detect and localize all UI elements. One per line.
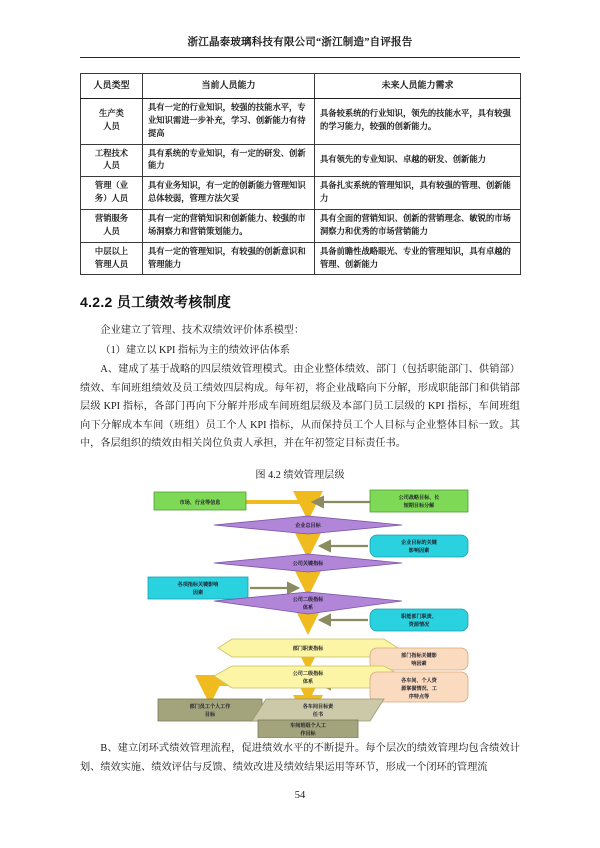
paragraph-intro: 企业建立了管理、技术双绩效评价体系模型： — [100, 325, 305, 336]
paragraph-a: A、建成了基于战略的四层绩效管理模式。由企业整体绩效、部门（包括职能部门、供销部）绩效、车间班组绩效及员工绩效四层构成。每年初，将企业战略向下分解，形成职能部门和供销部层级 KPI 指标，各部门再向下分解并形成车间班组层级及本部门员工层级的 KPI 指标，车间班组向下分解成本车间（班组）员工个人 KPI 指标，从而保持员工个人目标与企业整体目标一致。其中，各层组织的绩效由相关岗位负责人承担，并在年初签定目标责任书。 — [80, 364, 520, 450]
svg-text:车间班组个人工: 车间班组个人工 — [290, 723, 326, 729]
svg-text:短期目标分解: 短期目标分解 — [403, 503, 435, 509]
section-body-continued — [80, 740, 520, 778]
section-body — [80, 322, 520, 455]
svg-text:影响因素: 影响因素 — [408, 548, 430, 554]
flow-node-corp-kpi — [214, 554, 402, 572]
svg-text:作目标: 作目标 — [300, 731, 316, 737]
header-rule — [80, 57, 520, 58]
table-row — [81, 242, 521, 275]
figure-caption: 图 4.2 绩效管理层级 — [255, 470, 345, 481]
flow-node-label: 部门职责指标 — [292, 646, 324, 652]
cell-type: 营销服务 人员 — [81, 209, 143, 242]
cell-current: 具有一定的行业知识，较强的技能水平，专业知识需进一步补充，学习、创新能力有待提高 — [143, 98, 315, 144]
table-row — [81, 177, 521, 210]
svg-text:公司二级指标: 公司二级指标 — [292, 671, 324, 677]
cell-future: 具有领先的专业知识、卓越的研发、创新能力 — [315, 144, 521, 177]
cell-future: 具备前瞻性战略眼光、专业的管理知识，具有卓越的管理、创新能力 — [315, 242, 521, 275]
column-header-future: 未来人员能力需求 — [315, 74, 521, 99]
table-body — [81, 98, 521, 274]
svg-text:各车间目标责: 各车间目标责 — [302, 704, 334, 710]
page-header — [0, 34, 600, 49]
svg-text:目标: 目标 — [204, 712, 216, 718]
svg-text:源掌握情况、工: 源掌握情况、工 — [401, 686, 437, 692]
personnel-capability-table — [80, 73, 521, 275]
svg-text:职能部门职责、: 职能部门职责、 — [401, 614, 437, 620]
flow-node-market — [154, 492, 246, 510]
cell-current: 具有一定的管理知识，有较强的创新意识和管理能力 — [143, 242, 315, 275]
svg-text:体系: 体系 — [302, 679, 314, 685]
flow-node-corp-goal — [214, 516, 402, 534]
svg-text:序特点等: 序特点等 — [408, 694, 430, 700]
performance-hierarchy-flowchart — [140, 488, 476, 736]
cell-future: 具备较系统的行业知识，领先的技能水平，具有较强的学习能力，较强的创新能力。 — [315, 98, 521, 144]
svg-text:公司二级指标: 公司二级指标 — [292, 597, 324, 603]
svg-text:资源情况: 资源情况 — [408, 622, 430, 628]
cell-current: 具有业务知识，有一定的创新能力管理知识总体较弱，管理方法欠妥 — [143, 177, 315, 210]
svg-text:公司战略目标、长: 公司战略目标、长 — [398, 495, 440, 501]
table-row — [81, 144, 521, 177]
personnel-capability-table-wrapper — [80, 73, 520, 275]
table-header-row — [81, 74, 521, 99]
svg-text:响因素: 响因素 — [411, 661, 427, 667]
section-heading: 4.2.2 员工绩效考核制度 — [80, 294, 232, 310]
cell-type: 工程技术 人员 — [81, 144, 143, 177]
paragraph-item-1: （1）建立以 KPI 指标为主的绩效评估体系 — [100, 344, 290, 356]
cell-type: 中层以上 管理人员 — [81, 242, 143, 275]
flow-node-index-factors — [148, 577, 248, 599]
cell-type: 生产类 人员 — [81, 98, 143, 144]
flow-node-employee-goal — [158, 699, 262, 721]
svg-text:各项指标关键影响: 各项指标关键影响 — [177, 582, 219, 588]
svg-text:各车间、个人资: 各车间、个人资 — [401, 678, 437, 684]
column-header-type: 人员类型 — [81, 74, 143, 99]
flow-node-key-factors — [370, 535, 468, 557]
cell-future: 具备扎实系统的管理知识，具有较强的管理、创新能力 — [315, 177, 521, 210]
cell-current: 具有一定的营销知识和创新能力、较强的市场洞察力和营销策划能力。 — [143, 209, 315, 242]
svg-text:体系: 体系 — [302, 605, 314, 611]
flow-node-label: 市场、行业等信息 — [179, 500, 221, 506]
cell-current: 具有系统的专业知识，有一定的研发、创新能力 — [143, 144, 315, 177]
cell-future: 具有全面的营销知识、创新的营销理念、敏锐的市场洞察力和优秀的市场营销能力 — [315, 209, 521, 242]
column-header-current: 当前人员能力 — [143, 74, 315, 99]
table-row — [81, 209, 521, 242]
flow-node-label: 企业总目标 — [295, 523, 321, 529]
svg-text:部门员工个人工作: 部门员工个人工作 — [189, 704, 231, 710]
page-number: 54 — [294, 790, 306, 801]
cell-type: 管理（业 务）人员 — [81, 177, 143, 210]
svg-text:因素: 因素 — [192, 590, 204, 596]
svg-text:部门指标关键影: 部门指标关键影 — [401, 653, 437, 659]
svg-text:企业目标的关键: 企业目标的关键 — [401, 540, 437, 546]
table-row — [81, 98, 521, 144]
flow-node-workshop-employee-goal — [258, 720, 358, 738]
flow-node-strategy — [370, 490, 468, 512]
flow-node-workshop-resources — [370, 672, 468, 702]
flow-node-label: 公司关键指标 — [292, 561, 324, 567]
header-title: 浙江晶泰玻璃科技有限公司“浙江制造”自评报告 — [187, 37, 413, 48]
flow-node-dept-duty — [370, 609, 468, 631]
flow-node-workshop-contract — [252, 699, 384, 721]
paragraph-b: B、建立闭环式绩效管理流程，促进绩效水平的不断提升。每个层次的绩效管理均包含绩效计划、绩效实施、绩效评估与反馈、绩效改进及绩效结果运用等环节，形成一个闭环的管理流 — [80, 743, 520, 773]
svg-text:任书: 任书 — [312, 712, 324, 718]
